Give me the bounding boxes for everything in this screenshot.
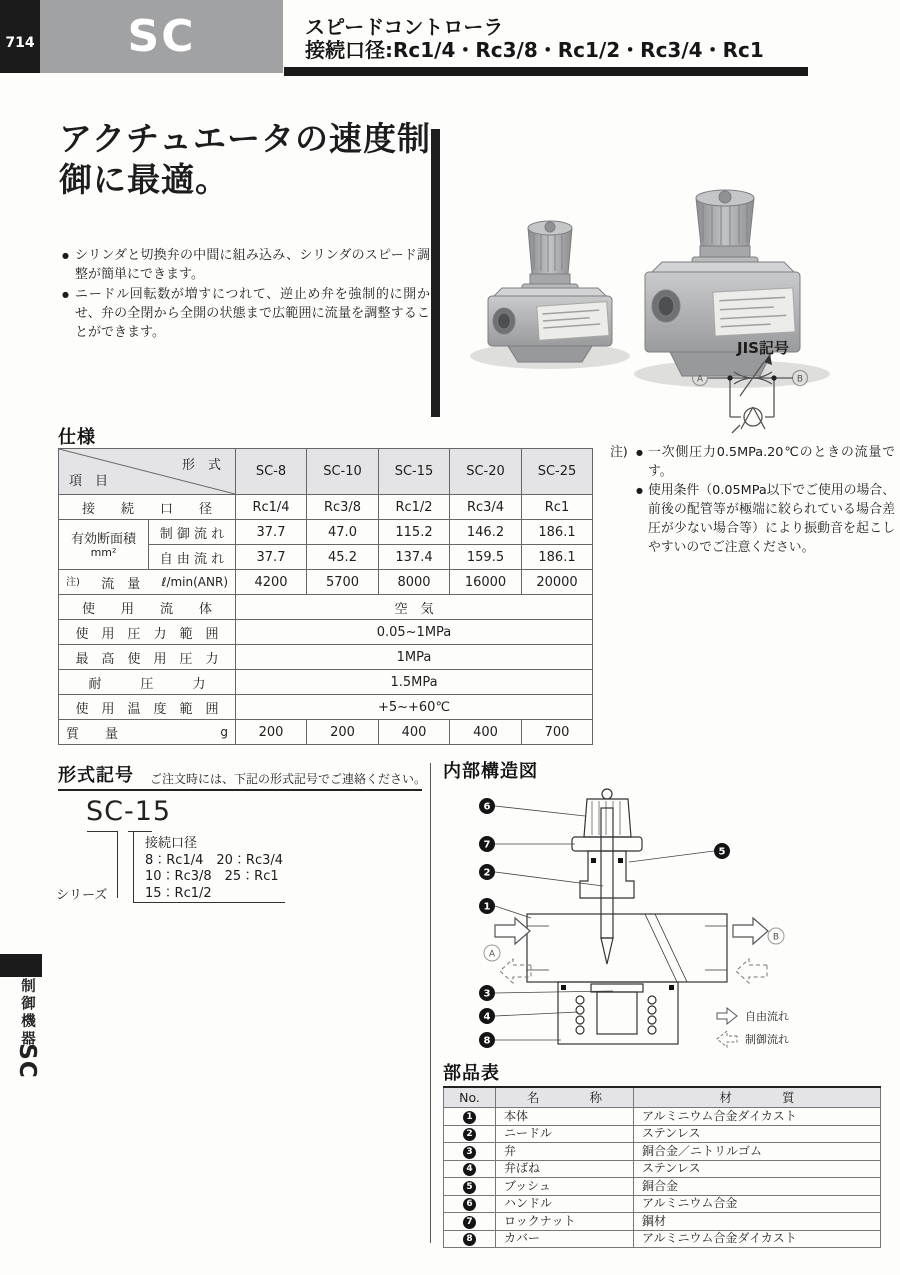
spec-value: 37.7 — [236, 520, 307, 545]
headline: アクチュエータの速度制 御に最適。 — [59, 119, 432, 199]
spec-label-flow: 注) 流 量 ℓ/min(ANR) — [59, 570, 236, 595]
model-code-heading: 形式記号 — [58, 765, 134, 786]
table-row — [444, 1178, 881, 1196]
part-material: 鋼材 — [634, 1213, 881, 1231]
parts-table — [443, 1086, 881, 1248]
model-header: SC-8 — [236, 449, 307, 495]
product-name: スピードコントローラ — [305, 15, 504, 39]
spec-row — [59, 720, 593, 745]
port-a-label: A — [696, 374, 704, 385]
legend-free-label: 自由流れ — [745, 1010, 789, 1023]
spec-value: 1.5MPa — [236, 670, 593, 695]
spec-value: Rc1/4 — [236, 495, 307, 520]
note-item: ● 一次側圧力0.5MPa.20℃のときの流量です。 — [636, 443, 895, 481]
structure-heading: 内部構造図 — [443, 761, 538, 782]
list-item: ● シリンダと切換弁の中間に組み込み、シリンダのスピード調整が簡単にできます。 — [62, 246, 430, 284]
spec-row — [59, 645, 593, 670]
port-options — [145, 836, 283, 902]
feature-list — [62, 246, 430, 343]
spec-value: Rc1 — [522, 495, 593, 520]
spec-value: 159.5 — [450, 545, 522, 570]
callout-3: 3 — [483, 988, 491, 1000]
page-number: 714 — [5, 35, 35, 51]
series-banner — [40, 0, 283, 73]
note-item: ● 使用条件（0.05MPa以下でご使用の場合、前後の配管等が極端に絞られている場合差圧が少ない場合等）により振動音を起こしやすいのでご注意ください。 — [636, 481, 895, 557]
spec-value: 47.0 — [307, 520, 379, 545]
spec-label-fluid: 使 用 流 体 — [59, 595, 236, 620]
spec-value: 137.4 — [379, 545, 450, 570]
model-code-example: SC-15 — [86, 796, 172, 827]
corner-model-label: 形 式 — [181, 458, 221, 473]
model-header: SC-10 — [307, 449, 379, 495]
spec-value: 37.7 — [236, 545, 307, 570]
part-material: 銅合金／ニトリルゴム — [634, 1143, 881, 1161]
port-option-line: 10：Rc3/8 25：Rc1 — [145, 869, 279, 884]
model-header: SC-20 — [450, 449, 522, 495]
port-option-line: 15：Rc1/2 — [145, 885, 212, 901]
part-name: ロックナット — [496, 1213, 634, 1231]
spec-label-controlled: 制 御 流 れ — [149, 520, 236, 545]
spec-value: Rc1/2 — [379, 495, 450, 520]
part-material: アルミニウム合金ダイカスト — [634, 1108, 881, 1126]
spec-value: 146.2 — [450, 520, 522, 545]
part-number-badge: 1 — [463, 1111, 476, 1124]
spec-label-mass: 質 量 g — [59, 720, 236, 745]
spec-value: 4200 — [236, 570, 307, 595]
spec-table — [58, 448, 593, 745]
spec-value: 45.2 — [307, 545, 379, 570]
model-header: SC-15 — [379, 449, 450, 495]
part-number-badge: 7 — [463, 1216, 476, 1229]
spec-value: Rc3/4 — [450, 495, 522, 520]
code-branch-line — [128, 831, 152, 832]
table-row — [444, 1125, 881, 1143]
model-code-rule — [58, 789, 422, 791]
code-branch-line — [117, 831, 118, 898]
part-number-badge: 3 — [463, 1146, 476, 1159]
spec-value: +5~+60℃ — [236, 695, 593, 720]
spec-value: 186.1 — [522, 545, 593, 570]
part-material: 銅合金 — [634, 1178, 881, 1196]
spec-label-temp: 使 用 温 度 範 囲 — [59, 695, 236, 720]
part-number-badge: 2 — [463, 1128, 476, 1141]
port-a-label: A — [488, 949, 496, 960]
spec-value: 8000 — [379, 570, 450, 595]
part-name: 弁 — [496, 1143, 634, 1161]
part-number-badge: 5 — [463, 1181, 476, 1194]
spec-value: 200 — [236, 720, 307, 745]
spec-row — [59, 520, 593, 545]
spec-header-row — [59, 449, 593, 495]
series-code: SC — [127, 10, 196, 62]
spec-value: 200 — [307, 720, 379, 745]
spec-row — [59, 620, 593, 645]
spec-value: 0.05~1MPa — [236, 620, 593, 645]
spec-row — [59, 595, 593, 620]
part-name: カバー — [496, 1230, 634, 1248]
part-name: ニードル — [496, 1125, 634, 1143]
col-name: 名 称 — [496, 1087, 634, 1108]
accent-bar — [431, 129, 440, 417]
port-size-list: 接続口径:Rc1/4・Rc3/8・Rc1/2・Rc3/4・Rc1 — [305, 38, 764, 62]
table-row — [444, 1108, 881, 1126]
spec-value: 1MPa — [236, 645, 593, 670]
spec-label-free: 自 由 流 れ — [149, 545, 236, 570]
part-name: 弁ばね — [496, 1160, 634, 1178]
part-material: ステンレス — [634, 1160, 881, 1178]
spec-label-area: 有効断面積 mm² — [59, 520, 149, 570]
part-material: アルミニウム合金ダイカスト — [634, 1230, 881, 1248]
header-rule — [284, 67, 808, 76]
legend-controlled-arrow — [717, 1031, 737, 1047]
structure-diagram — [445, 786, 900, 1061]
legend-controlled-label: 制御流れ — [745, 1033, 789, 1046]
callout-1: 1 — [483, 901, 491, 913]
callout-8: 8 — [483, 1035, 491, 1047]
corner-item-label: 項 目 — [69, 474, 109, 489]
spec-row — [59, 670, 593, 695]
notes — [610, 443, 895, 557]
table-row — [444, 1195, 881, 1213]
part-number-badge: 6 — [463, 1198, 476, 1211]
note-mark: 注) — [610, 445, 628, 460]
port-b-label: B — [772, 932, 780, 943]
table-row — [444, 1230, 881, 1248]
col-material: 材 質 — [634, 1087, 881, 1108]
free-flow-arrow-left — [495, 918, 530, 944]
spec-value: 16000 — [450, 570, 522, 595]
spec-value: 115.2 — [379, 520, 450, 545]
spec-value: 5700 — [307, 570, 379, 595]
code-branch-line — [87, 831, 118, 832]
col-no: No. — [444, 1087, 496, 1108]
spec-value: 700 — [522, 720, 593, 745]
jis-label: JIS記号 — [737, 339, 789, 357]
jis-symbol — [680, 332, 890, 437]
code-branch-line — [133, 831, 134, 902]
table-row — [444, 1143, 881, 1161]
table-row — [444, 1213, 881, 1231]
controlled-flow-arrow-left — [500, 959, 531, 983]
parts-header-row — [444, 1087, 881, 1108]
model-header: SC-25 — [522, 449, 593, 495]
callout-2: 2 — [483, 867, 491, 879]
spec-value: 空 気 — [236, 595, 593, 620]
spec-row — [59, 495, 593, 520]
parts-heading: 部品表 — [443, 1063, 500, 1084]
table-row — [444, 1160, 881, 1178]
specs-heading: 仕様 — [58, 427, 96, 448]
list-item: ● ニードル回転数が増すにつれて、逆止め弁を強制的に開かせ、弁の全閉から全開の状態まで広範囲に流量を調整することができます。 — [62, 285, 430, 342]
part-name: ハンドル — [496, 1195, 634, 1213]
part-number-badge: 8 — [463, 1233, 476, 1246]
spec-value: 400 — [379, 720, 450, 745]
sidebar-category: 制御機器 — [19, 978, 35, 1048]
controlled-flow-arrow-right — [736, 959, 767, 983]
spec-row — [59, 570, 593, 595]
code-branch-line — [133, 902, 285, 903]
legend-free-arrow — [717, 1008, 737, 1024]
free-flow-arrow-right — [733, 918, 768, 944]
port-b-label: B — [796, 374, 804, 385]
part-material: アルミニウム合金 — [634, 1195, 881, 1213]
part-material: ステンレス — [634, 1125, 881, 1143]
part-name: 本体 — [496, 1108, 634, 1126]
header-title — [305, 16, 764, 62]
spec-label-port: 接 続 口 径 — [59, 495, 236, 520]
port-options-title: 接続口径 — [145, 836, 198, 851]
spec-value: Rc3/8 — [307, 495, 379, 520]
callout-6: 6 — [483, 801, 491, 813]
column-divider — [430, 763, 431, 1243]
series-branch-label: シリーズ — [56, 888, 108, 903]
spec-label-pressure-range: 使 用 圧 力 範 囲 — [59, 620, 236, 645]
spec-label-proof-pressure: 耐 圧 力 — [59, 670, 236, 695]
spec-corner-cell — [59, 449, 236, 495]
model-code-note: ご注文時には、下記の形式記号でご連絡ください。 — [150, 772, 427, 786]
part-name: ブッシュ — [496, 1178, 634, 1196]
sidebar-series: SC — [14, 1043, 40, 1079]
spec-value: 20000 — [522, 570, 593, 595]
callout-7: 7 — [483, 839, 491, 851]
spec-value: 186.1 — [522, 520, 593, 545]
spec-label-max-pressure: 最 高 使 用 圧 力 — [59, 645, 236, 670]
part-number-badge: 4 — [463, 1163, 476, 1176]
callout-5: 5 — [718, 846, 726, 858]
port-option-line: 8：Rc1/4 20：Rc3/4 — [145, 852, 284, 868]
spec-row — [59, 695, 593, 720]
page-number-box — [0, 0, 40, 73]
callout-4: 4 — [483, 1011, 491, 1023]
spec-value: 400 — [450, 720, 522, 745]
sidebar-tab — [0, 954, 42, 977]
